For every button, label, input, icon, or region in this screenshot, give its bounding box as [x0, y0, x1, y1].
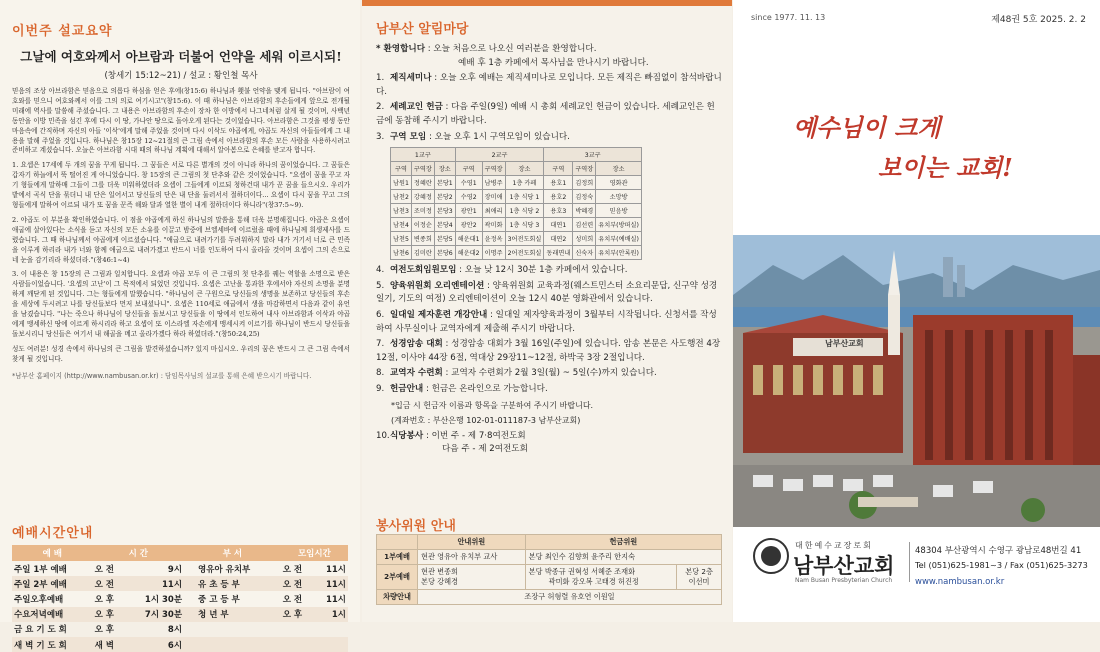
zone-col-header: 구역: [544, 162, 573, 176]
zone-group: 2교구: [455, 148, 544, 162]
schedule-cell: 유 초 등 부: [184, 576, 281, 591]
schedule-cell: [314, 637, 348, 652]
schedule-cell: 오 후: [94, 625, 115, 636]
welcome-notice: [376, 43, 722, 70]
zone-cell: 2어전도회실: [505, 246, 544, 260]
zone-cell: 김선련: [573, 218, 596, 232]
notice-number: 5.: [376, 280, 385, 291]
notice-title: 헌금안내: [390, 383, 424, 394]
service-cell: 현관 영유아 유치부 교사: [418, 550, 526, 565]
schedule-cell: 오 후: [281, 607, 314, 622]
sermon-paragraph: 3. 이 내용은 창 15장의 큰 그림과 일치합니다. 요셉과 야곱 모두 이 큰 그림의 첫 단추를 꿰는 역할을 소명으로 받은 사람들이었습니다. '요셉의 고난'이 그 목적에서 되었던 것입니다. 요셉은 고난을 통과한 후에서야 자신의 소명을 분명하게 깨닫게 된 것입니다. 그는 형들에게 말했습니다. "하나님이 큰 구원으로 당신들의 생명을 보존하고 당신들의 후손을 세상에 두시려고 나를 당신들보다 먼저 보내셨나니". 요셉은 110세로 애굽에서 생을 마감하면서 다음과 같이 유언을 남겼습니다. "나는 죽으나 하나님이 당신들을 돌보시고 당신들을 이 땅에서 인도하여 내사 아브라함과 이삭과 야곱에게 맹세하신 땅에 이르게 하시리라 하고 요셉이 또 이스라엘 자손에게 맹세시켜 이르기를 하나님이 반드시 당신들을 돌보시리니 당신들은 여기서 내 해골을 메고 올라가겠다 하라 하였더라."(창50:24,25): [12, 270, 350, 338]
schedule-cell: [281, 637, 314, 652]
zone-cell: 정혜란: [411, 176, 434, 190]
zone-cell: 박혜경: [573, 204, 596, 218]
service-row-label: 2부예배: [377, 565, 418, 590]
notice-title: 제직세미나: [390, 73, 432, 84]
church-name: 남부산교회: [793, 553, 895, 578]
schedule-col-header: 부 서: [184, 545, 281, 561]
church-phone: Tel (051)625-1981~3 / Fax (051)625-3273: [915, 560, 1088, 570]
zone-cell: 남천5: [391, 232, 412, 246]
sermon-paragraph: 믿음의 조상 아브라함은 믿음으로 의롭다 하심을 얻은 후에(창15:6) 하나님과 횃불 언약을 맺게 됩니다. "아브람이 여호와를 믿으니 여호와께서 이를 그의 의로 여기시고"(창15:6). 이 때 하나님은 아브라함의 후손들에게 앞으로 전개될 미래에 역사를 말씀해 주셨습니다. 그 내용은 아브라함의 후손이 장차 한 이방에서 나그네처럼 살게 될 것이며, 사백년 동안을 이방 민족을 섬긴 후에 다시 이 땅, 가나안 땅으로 돌아오게 된다는 것이었습니다. 아브라함은 그것을 평생 동안 마음속에 간직하며 자신의 아들 '이삭'에게 말해 주었을 것이며 다시 이삭도 야곱에게, 야곱도 자신의 아들들에게 그 내용을 말해 주었을 것입니다. 하나님은 창15장 12~21절의 큰 그림 속에서 아브라함의 후손 모든 사람을 사용하시려고 준비하고 계셨습니다. 오늘은 아브라함 시대 때의 하나님 계획에 대해서 알아봄으로 은혜를 받고자 합니다.: [12, 87, 350, 155]
service-cell: [677, 565, 722, 590]
zone-cell: 수영1: [455, 176, 482, 190]
schedule-cell: 주일 2부 예배: [12, 576, 93, 591]
sermon-reference: (창세기 15:12~21) / 설교 : 황인철 목사: [104, 71, 258, 81]
notice-number: 8.: [376, 368, 385, 379]
service-text: 본당 박종규 권혁성 서혜준 조재화: [528, 567, 636, 576]
schedule-cell: [184, 637, 281, 652]
zone-col-header: 구역장: [573, 162, 596, 176]
schedule-cell: [184, 622, 281, 637]
notice-item: [376, 338, 722, 365]
sermon-paragraph: 2. 야곱도 이 부분을 확인하였습니다. 이 점을 야곱에게 하신 하나님의 말씀을 통해 더욱 분명해집니다. 야곱은 요셉이 애굽에 살아있다는 소식을 듣고 자신의 모든 소유를 이끌고 밤중에 브엘세바에 이르렀을 때에 하나님께 희생제사를 드렸습니다. 그 때 하나님께서 야곱에게 이르셨습니다. "애굽으로 내려가기를 두려워하지 말라 내가 거기서 너로 큰 민족을 이루게 하리라 내가 너와 함께 애굽으로 내려가겠고 반드시 너를 인도하여 다시 올라올 것이며 요셉이 그의 손으로 네 눈을 감기리라 하셨더라."(창46:1~4): [12, 215, 350, 264]
schedule-cell: 오 전: [282, 564, 303, 575]
zone-cell: 유치부(방떠실): [596, 218, 642, 232]
zone-col-header: 장소: [434, 162, 455, 176]
zone-cell: 조미정: [411, 204, 434, 218]
schedule-cell: 중 고 등 부: [198, 594, 240, 605]
zone-cell: 본당3: [434, 204, 455, 218]
notice-item: [376, 383, 722, 397]
worship-schedule: [12, 522, 348, 652]
zone-cell: 본당5: [434, 232, 455, 246]
seal-inner-icon: [761, 546, 781, 566]
service-text: 현관 변종희: [421, 567, 459, 576]
zone-cell: 김정희: [573, 176, 596, 190]
zone-table: [390, 147, 642, 260]
building-sign: 남부산교회: [825, 339, 864, 348]
zone-cell: 3어전도회실: [505, 232, 544, 246]
zone-cell: 영화관: [596, 176, 642, 190]
zone-group: 3교구: [544, 148, 642, 162]
zone-cell: 남천4: [391, 218, 412, 232]
slogan-line-2: 보이는 교회!: [878, 153, 1013, 182]
zone-cell: 최애리: [482, 204, 505, 218]
service-cell: [525, 565, 676, 590]
zone-cell: 본당2: [434, 190, 455, 204]
schedule-cell: 오 후: [94, 594, 115, 605]
notice-title: 구역 모임: [390, 131, 427, 142]
notice-number: 7.: [376, 339, 385, 350]
zone-cell: 광안1: [455, 204, 482, 218]
zone-cell: 윤정옥: [482, 232, 505, 246]
zone-cell: 김미란: [411, 246, 434, 260]
accent-bar: [362, 0, 732, 6]
denomination: 대한예수교장로회: [795, 541, 873, 550]
notice-item: [376, 131, 722, 145]
zone-row: [391, 246, 642, 260]
schedule-cell: 청 년 부: [184, 607, 281, 622]
church-logo-seal: [753, 538, 789, 574]
service-text: 본당 2층: [685, 567, 713, 576]
schedule-cell: 11시: [314, 576, 348, 591]
zone-cell: 신숙자: [573, 246, 596, 260]
zone-cell: 해운대2: [455, 246, 482, 260]
notice-text: : 교역자 수련회가 2월 3일(월) ~ 5일(수)까지 있습니다.: [445, 368, 657, 379]
sermon-section-header: 이번주 설교요약: [12, 24, 113, 39]
sermon-paragraph: 1. 요셉은 17세에 두 개의 꿈을 꾸게 됩니다. 그 꿈들은 서로 다른 별개의 것이 아니라 하나의 꿈이었습니다. 그 꿈들은 갑자기 하늘에서 뚝 떨어진 게 아니었습니다. 창 15장의 큰 그림의 첫 단추와 같은 것이었습니다. "요셉이 꿈을 꾸고 자기 형들에게 말하매 그들이 그를 더욱 미워하였더라 요셉이 그들에게 이르되 청하건대 내가 꾼 꿈을 들으시오. 우리가 밭에서 곡식 단을 묶더니 내 단은 일어서고 당신들의 단은 내 단을 둘러서서 절하더이다... 요셉이 다시 꿈을 꾸고 그의 형들에게 말하여 이르되 내가 또 꿈을 꾼즉 해와 달과 열한 별이 내게 절하더이다 하니라"(창37:5~9).: [12, 161, 350, 209]
zone-cell: 남병주: [482, 176, 505, 190]
zone-cell: 이명주: [482, 246, 505, 260]
notice-number: 6.: [376, 309, 385, 320]
zone-cell: 남천2: [391, 190, 412, 204]
zone-cell: 강혜정: [411, 190, 434, 204]
service-text: 곽미화 강오복 고태경 허진정: [548, 577, 639, 586]
zone-row: [391, 190, 642, 204]
zone-cell: 장미애: [482, 190, 505, 204]
service-cell: 본당 최인수 김향희 윤주리 한지숙: [525, 550, 721, 565]
schedule-cell: 오 전: [94, 564, 115, 575]
schedule-cell: 9시: [167, 564, 183, 575]
schedule-cell: 7시 30분: [126, 607, 184, 622]
zone-row: [391, 218, 642, 232]
schedule-cell: 수요저녁예배: [12, 607, 93, 622]
notice-item: [376, 367, 722, 381]
notice-item: [376, 72, 722, 99]
sermon-paragraph: 성도 여러분! 성경 속에서 하나님의 큰 그림을 발견하셨습니까? 있지 마십시오. 우리의 꿈은 반드시 그 큰 그림 속에서 찾게 될 것입니다.: [12, 344, 350, 363]
notice-header: 남부산 알림마당: [376, 22, 469, 37]
schedule-cell: 새 벽: [93, 637, 126, 652]
notice-title: 여전도회임원모임: [390, 265, 457, 276]
zone-cell: 남원1: [391, 176, 412, 190]
notice-text: : 오늘 오후 1시 구역모임이 있습니다.: [428, 131, 570, 142]
zone-cell: 광안2: [455, 218, 482, 232]
zone-cell: 유치부(예배실): [596, 232, 642, 246]
cover-column: [733, 0, 1100, 622]
schedule-row: [12, 561, 348, 576]
zone-cell: 동래면내: [544, 246, 573, 260]
notice-text: 다음 주 - 제 2여전도회: [442, 444, 528, 455]
church-building-illustration: [733, 235, 1100, 527]
notice-text: : 성경암송 대회가 3월 16일(주일)에 있습니다. 암송 본문은 사도행전 4장 12절, 이사야 44장 6절, 역대상 29장11~12절, 하박국 3장 2절입니다.: [376, 339, 721, 363]
schedule-cell: 금 요 기 도 회: [14, 625, 67, 636]
notice-title: 교역자 수련회: [390, 368, 443, 379]
notice-item: [376, 101, 722, 128]
notice-number: 4.: [376, 265, 385, 276]
notice-title: 일대일 제자훈련 개강안내: [390, 309, 488, 320]
zone-cell: 대연2: [544, 232, 573, 246]
zone-cell: 김정숙: [573, 190, 596, 204]
schedule-row: [12, 637, 348, 652]
church-photo: [733, 235, 1100, 527]
church-website[interactable]: www.nambusan.or.kr: [915, 577, 1005, 587]
service-col-header: 헌금위원: [525, 535, 721, 550]
notice-number: 3.: [376, 131, 385, 142]
zone-col-header: 구역: [391, 162, 412, 176]
schedule-header: 예배시간안내: [12, 526, 94, 541]
sermon-title: 그날에 여호와께서 아브람과 더불어 언약을 세워 이르시되!: [20, 49, 342, 64]
zone-cell: 1층 식당 3: [505, 218, 544, 232]
schedule-col-header: 예 배: [12, 545, 93, 561]
schedule-cell: 11시: [325, 564, 346, 575]
offering-note: *입금 시 헌금자 이름과 항목을 구분하여 주시기 바랍니다.: [391, 400, 594, 410]
notice-text: : 헌금은 온라인으로 가능합니다.: [425, 383, 548, 394]
notice-number: 10.: [376, 430, 390, 441]
zone-col-header: 구역장: [482, 162, 505, 176]
zone-col-header: 장소: [596, 162, 642, 176]
service-cell: 조장구 허형렬 유호연 이원일: [418, 590, 722, 605]
zone-group: 1교구: [391, 148, 456, 162]
notice-item: [376, 280, 722, 307]
service-col-header: 안내위원: [418, 535, 526, 550]
zone-cell: 소망방: [596, 190, 642, 204]
schedule-cell: 1시: [314, 607, 348, 622]
schedule-cell: 11시: [325, 594, 346, 605]
zone-cell: 용호2: [544, 190, 573, 204]
zone-cell: 믿음방: [596, 204, 642, 218]
zone-cell: 1층 카페: [505, 176, 544, 190]
notice-title: 양육위원회 오리엔테이션: [390, 280, 485, 291]
church-address: 48304 부산광역시 수영구 광남로48번길 41: [915, 546, 1082, 556]
zone-cell: 본당1: [434, 176, 455, 190]
schedule-cell: 오 전: [93, 576, 126, 591]
notice-text: : 오늘 오후 예배는 제직세미나로 모입니다. 모든 제직은 빠짐없이 참석바랍니다.: [376, 73, 722, 97]
schedule-row: [12, 607, 348, 622]
schedule-cell: 주일오후예배: [14, 594, 64, 605]
notice-title: 식당봉사: [390, 430, 424, 441]
schedule-cell: 8시: [167, 625, 183, 636]
zone-cell: 남천6: [391, 246, 412, 260]
notice-text: : 양육위원회 교육과정(웨스트민스터 소요리문답, 신구약 성경일기, 기도의 여정) 오리엔테이션이 오늘 12시 40분 영화관에서 있습니다.: [376, 280, 718, 305]
zone-row: [391, 232, 642, 246]
zone-cell: 본당6: [434, 246, 455, 260]
zone-cell: 용호1: [544, 176, 573, 190]
schedule-col-header: 시 간: [93, 545, 184, 561]
zone-cell: 해운대1: [455, 232, 482, 246]
welcome-text-2: 예배 후 1층 카페에서 목사님을 만나시기 바랍니다.: [458, 57, 649, 68]
zone-row: [391, 204, 642, 218]
notice-text: : 오늘 낮 12시 30분 1층 카페에서 있습니다.: [459, 265, 628, 276]
zone-cell: 이정순: [411, 218, 434, 232]
notice-text: : 다음 주일(9일) 예배 시 총회 세례교인 헌금이 있습니다. 세례교인은 헌금에 동참해 주시기 바랍니다.: [376, 102, 715, 126]
schedule-cell: 영유아 유치부: [198, 564, 251, 575]
schedule-cell: 오 전: [281, 576, 314, 591]
zone-col-header: 구역장: [411, 162, 434, 176]
zone-cell: 용호3: [544, 204, 573, 218]
homepage-note: *남부산 홈페이지 (http://www.nambusan.or.kr) : 담임목사님의 설교를 통해 은혜 받으시기 바랍니다.: [12, 371, 312, 380]
issue-number: 제48권 5호 2025. 2. 2: [991, 15, 1086, 25]
notice-text: : 일대일 제자양육과정이 3월부터 시작됩니다. 신청서를 작성하여 사무실이나 교역자에게 제출해 주시기 바랍니다.: [376, 309, 717, 334]
zone-col-header: 구역: [455, 162, 482, 176]
zone-cell: 1층 식당 1: [505, 190, 544, 204]
offering-account: (계좌번호 : 부산은행 102-01-011187-3 남부산교회): [391, 416, 581, 426]
notice-number: 9.: [376, 383, 385, 394]
notice-title: 세례교인 헌금: [390, 102, 443, 113]
schedule-col-header: 모임시간: [281, 545, 348, 561]
notice-text: : 이번 주 - 제 7·8여전도회: [425, 430, 526, 441]
service-header: 봉사위원 안내: [376, 519, 456, 534]
zone-row: [391, 176, 642, 190]
schedule-cell: [314, 622, 348, 637]
zone-cell: 본당4: [434, 218, 455, 232]
church-english-name: Nam Busan Presbyterian Church: [795, 577, 893, 584]
schedule-row: [12, 576, 348, 591]
zone-cell: 수영2: [455, 190, 482, 204]
notice-number: 2.: [376, 102, 385, 113]
service-text: 이선미: [688, 577, 710, 586]
zone-col-header: 장소: [505, 162, 544, 176]
since-date: since 1977. 11. 13: [751, 13, 826, 22]
zone-cell: 변종희: [411, 232, 434, 246]
divider: [909, 542, 910, 582]
slogan-line-1: 예수님이 크게: [793, 113, 941, 142]
service-cell: [418, 565, 526, 590]
service-row-label: 차량안내: [377, 590, 418, 605]
zone-cell: 대연1: [544, 218, 573, 232]
schedule-cell: 주일 1부 예배: [14, 564, 67, 575]
zone-cell: 성미희: [573, 232, 596, 246]
zone-cell: 1층 식당 2: [505, 204, 544, 218]
schedule-cell: 1시 30분: [144, 594, 183, 605]
schedule-table: [12, 545, 348, 652]
schedule-cell: 오 전: [282, 594, 303, 605]
zone-cell: 유치부(안록원): [596, 246, 642, 260]
schedule-cell: 6시: [126, 637, 184, 652]
notice-item: [376, 309, 722, 336]
welcome-label: * 환영합니다: [376, 44, 425, 54]
service-table: [376, 534, 722, 605]
notice-number: 1.: [376, 73, 385, 84]
schedule-cell: 새 벽 기 도 회: [12, 637, 93, 652]
meal-notice: [376, 430, 722, 457]
schedule-cell: 11시: [126, 576, 184, 591]
welcome-text: : 오늘 처음으로 나오신 여러분을 환영합니다.: [427, 44, 597, 54]
schedule-cell: [281, 622, 314, 637]
schedule-cell: 오 후: [93, 607, 126, 622]
schedule-row: [12, 591, 348, 606]
notice-title: 성경암송 대회: [390, 339, 443, 350]
notice-item: [376, 264, 722, 278]
schedule-row: [12, 622, 348, 637]
service-row-label: 1부예배: [377, 550, 418, 565]
zone-cell: 곽미화: [482, 218, 505, 232]
zone-cell: 남천3: [391, 204, 412, 218]
service-text: 본당 강혜경: [421, 577, 459, 586]
